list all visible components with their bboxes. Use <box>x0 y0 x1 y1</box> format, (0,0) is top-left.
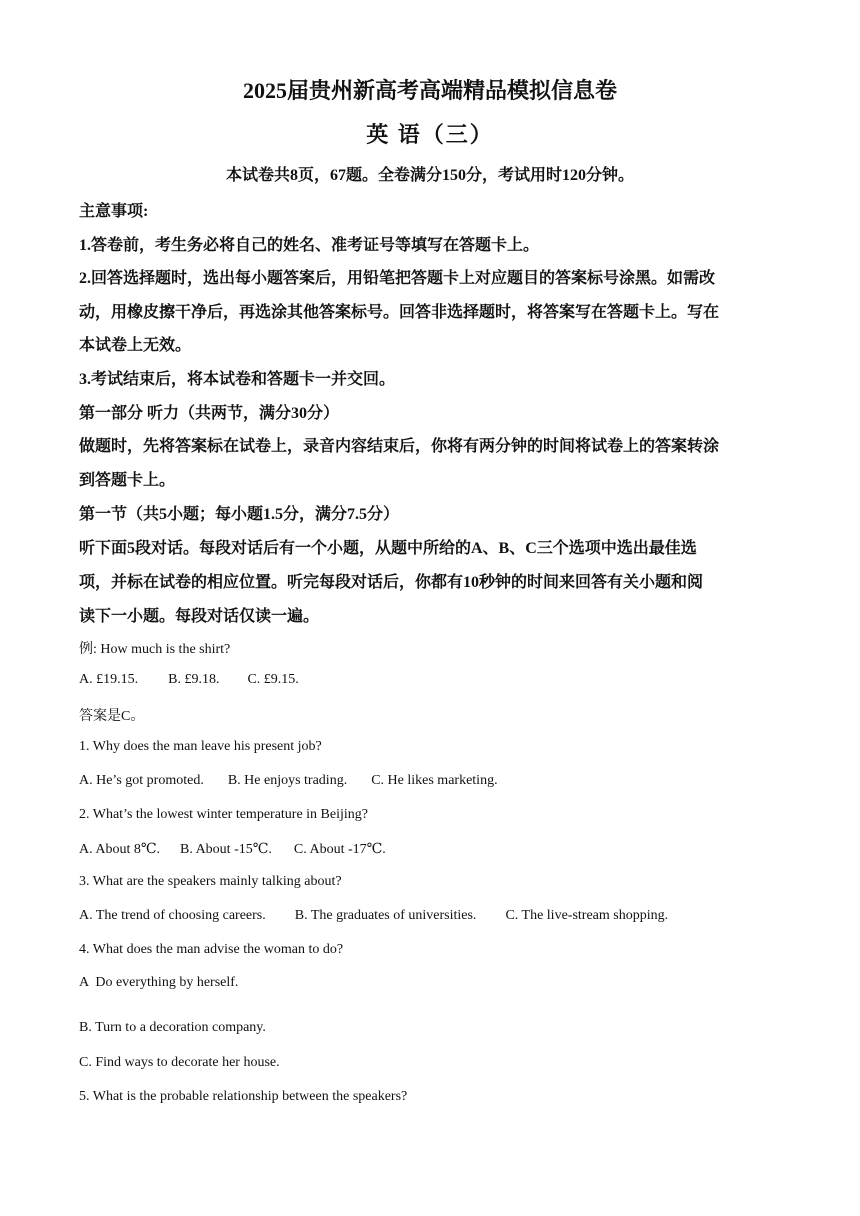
question-2: 2. What’s the lowest winter temperature in Beijing? <box>79 807 368 822</box>
exam-title: 2025届贵州新高考高端精品模拟信息卷 <box>242 78 617 103</box>
section1-line-3: 读下一小题。每段对话仅读一遍。 <box>79 608 320 625</box>
part1-desc-line-1: 做题时，先将答案标在试卷上，录音内容结束后，你将有两分钟的时间将试卷上的答案转涂 <box>79 438 720 455</box>
q1-option-b: B. He enjoys trading. <box>227 773 348 788</box>
q4-option-c: C. Find ways to decorate her house. <box>79 1055 280 1070</box>
question-1: 1. Why does the man leave his present job? <box>79 739 322 754</box>
note-item-2-line-1: 2.回答选择题时，选出每小题答案后，用铅笔把答题卡上对应题目的答案标号涂黑。如需改 <box>79 270 716 287</box>
section1-heading: 第一节（共5小题；每小题1.5分，满分7.5分） <box>79 506 400 523</box>
note-item-2-line-2: 动，用橡皮擦干净后，再选涂其他答案标号。回答非选择题时，将答案写在答题卡上。写在 <box>79 304 720 321</box>
section1-line-1: 听下面5段对话。每段对话后有一个小题，从题中所给的A、B、C三个选项中选出最佳选 <box>79 540 697 557</box>
part1-desc-line-2: 到答题卡上。 <box>79 472 176 489</box>
q1-option-a: A. He’s got promoted. <box>79 773 204 788</box>
example-option-c: C. £9.15. <box>247 672 299 687</box>
part1-heading: 第一部分 听力（共两节，满分30分） <box>79 405 340 422</box>
notes-heading: 主意事项: <box>79 203 149 220</box>
q3-option-c: C. The live-stream shopping. <box>505 908 669 923</box>
q3-option-b: B. The graduates of universities. <box>294 908 477 923</box>
example-option-b: B. £9.18. <box>168 672 220 687</box>
question-5: 5. What is the probable relationship between the speakers? <box>79 1089 408 1104</box>
note-item-1: 1.答卷前，考生务必将自己的姓名、准考证号等填写在答题卡上。 <box>79 237 540 254</box>
subject-title: 英 语（三） <box>366 122 494 147</box>
q4-option-b: B. Turn to a decoration company. <box>79 1020 266 1035</box>
question-3-options <box>79 908 690 924</box>
example-option-a: A. £19.15. <box>79 672 139 687</box>
section1-line-2: 项，并标在试卷的相应位置。听完每段对话后，你都有10秒钟的时间来回答有关小题和阅 <box>79 574 704 591</box>
example-question: 例: How much is the shirt? <box>79 642 231 657</box>
q4-option-a: A Do everything by herself. <box>79 975 239 990</box>
note-item-2-line-3: 本试卷上无效。 <box>79 337 192 354</box>
question-4: 4. What does the man advise the woman to do? <box>79 942 344 957</box>
example-answer: 答案是C。 <box>79 709 145 724</box>
q2-option-b: B. About -15℃. <box>180 842 272 857</box>
q3-option-a: A. The trend of choosing careers. <box>79 908 266 923</box>
q2-option-c: C. About -17℃. <box>293 842 386 857</box>
q1-option-c: C. He likes marketing. <box>371 773 498 788</box>
exam-info: 本试卷共8页，67题。全卷满分150分，考试用时120分钟。 <box>225 167 634 184</box>
question-3: 3. What are the speakers mainly talking about? <box>79 874 342 889</box>
note-item-3: 3.考试结束后，将本试卷和答题卡一并交回。 <box>79 371 396 388</box>
question-2-options <box>79 841 408 858</box>
question-1-options <box>79 773 520 789</box>
q2-option-a: A. About 8℃. <box>79 842 160 857</box>
example-options <box>79 672 321 688</box>
